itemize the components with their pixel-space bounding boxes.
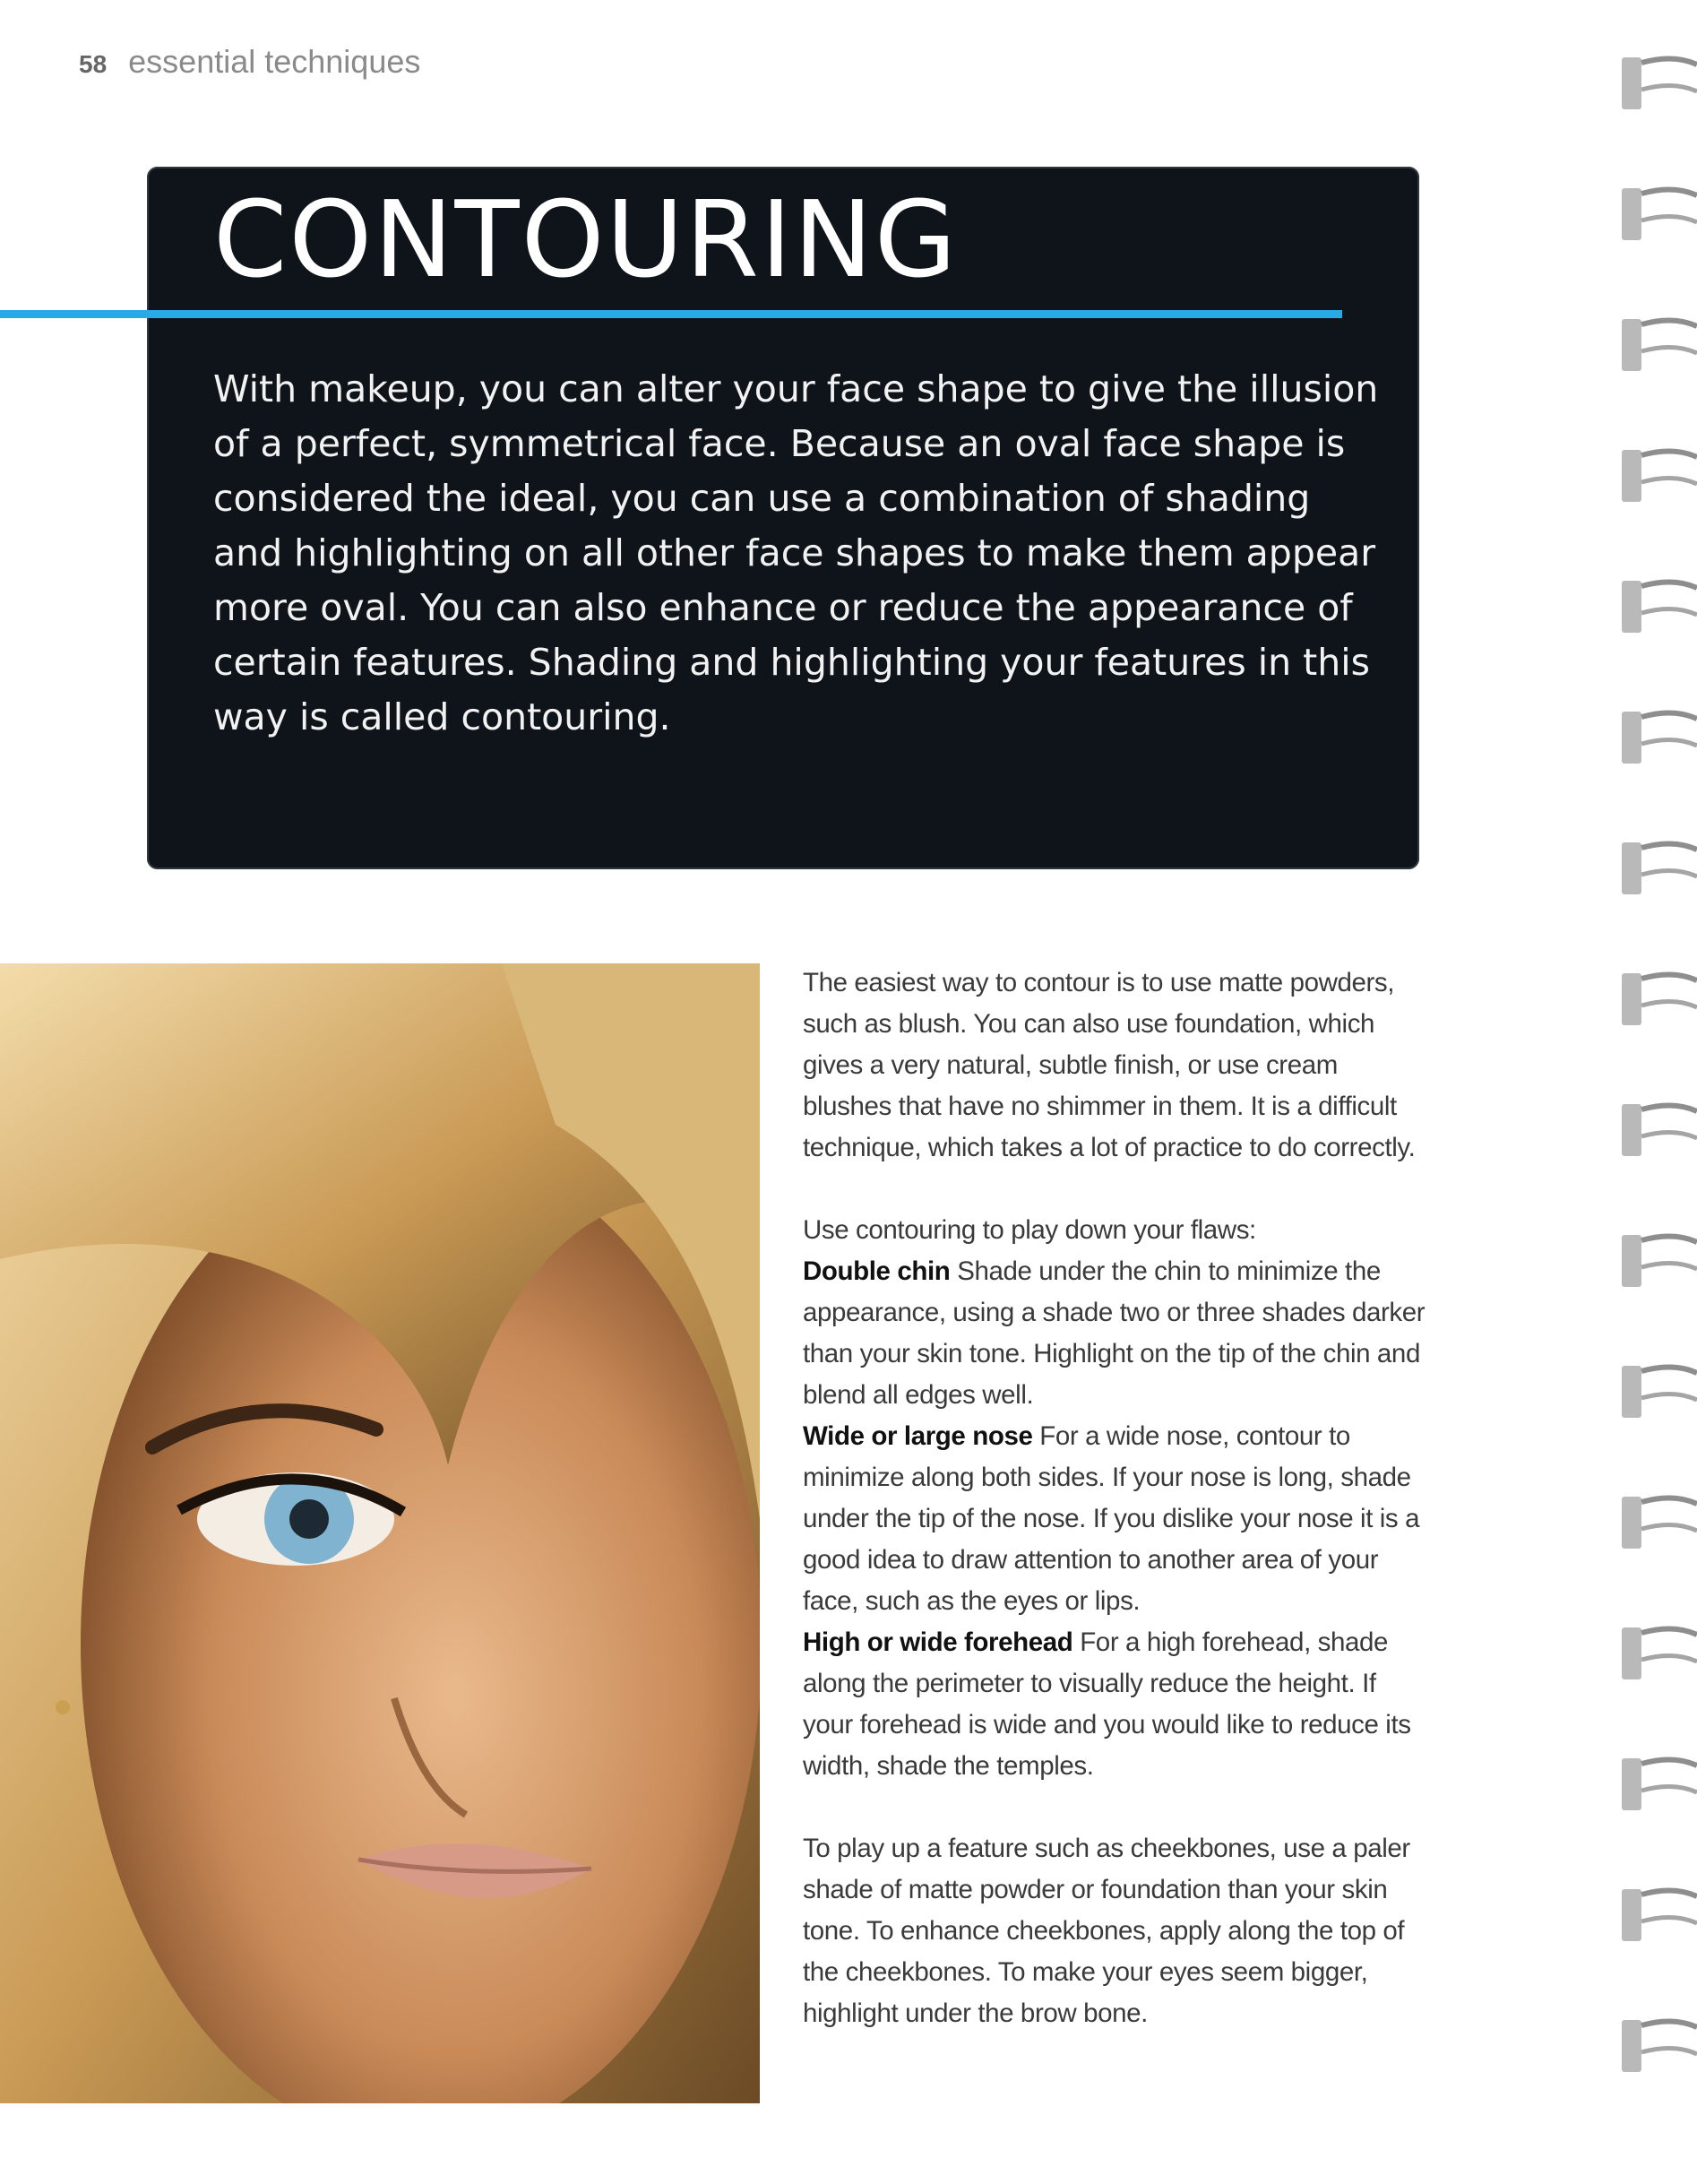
- binding-ring: [1622, 450, 1697, 502]
- body-text: [803, 963, 1430, 2076]
- model-face-photo: [0, 963, 760, 2103]
- paragraph: The easiest way to contour is to use matte powders, such as blush. You can also use foundation, which gives a very natural, subtle finish, or use cream blushes that have no shimmer in them. It is a difficult technique, which takes a lot of practice to do correctly.: [803, 968, 1416, 1162]
- binding-ring: [1622, 2020, 1697, 2072]
- tip-term: High or wide forehead: [803, 1627, 1073, 1657]
- running-head: [79, 43, 420, 81]
- tip-text: Shade under the chin to minimize the appearance, using a shade two or three shades darker than your skin tone. Highlight on the tip of the chin and blend all edges well.: [803, 1256, 1426, 1410]
- binding-ring: [1622, 842, 1697, 894]
- binding-ring: [1622, 712, 1697, 764]
- binding-ring: [1622, 1235, 1697, 1287]
- tip-text: For a high forehead, shade along the perimeter to visually reduce the height. If your forehead is wide and you would like to reduce its width, shade the temples.: [803, 1627, 1411, 1781]
- binding-ring: [1622, 1758, 1697, 1810]
- tip-double-chin: [803, 1251, 1430, 1416]
- tip-term: Double chin: [803, 1256, 951, 1286]
- binding-ring: [1622, 319, 1697, 371]
- tip-forehead: [803, 1622, 1430, 1787]
- tip-nose: [803, 1416, 1430, 1622]
- binding-ring: [1622, 1497, 1697, 1549]
- tip-text: For a wide nose, contour to minimize along both sides. If your nose is long, shade under the tip of the nose. If you dislike your nose it is a good idea to draw attention to another area of your face, such as the eyes or lips.: [803, 1421, 1420, 1616]
- tip-term: Wide or large nose: [803, 1421, 1033, 1451]
- paragraph: Use contouring to play down your flaws:: [803, 1215, 1256, 1245]
- binding-ring: [1622, 188, 1697, 240]
- paragraph: To play up a feature such as cheekbones, use a paler shade of matte powder or foundation than your skin tone. To enhance cheekbones, apply along the top of the cheekbones. To make your eyes seem bigger, highlight under the brow bone.: [803, 1834, 1410, 2028]
- face-illustration: [0, 963, 760, 2103]
- binding-ring: [1622, 57, 1697, 109]
- page-number: 58: [79, 50, 108, 78]
- binding-ring: [1622, 1366, 1697, 1418]
- accent-line: [0, 310, 1342, 318]
- binding-ring: [1622, 1889, 1697, 1941]
- spiral-binding: [1620, 0, 1697, 2184]
- intro-text: With makeup, you can alter your face shape to give the illusion of a perfect, symmetrical face. Because an oval face shape is considered the ideal, you can use a combination of shading and highlighting on all other face shapes to make them appear more oval. You can also enhance or reduce the appearance of certain features. Shading and highlighting your features in this way is called contouring.: [213, 367, 1379, 738]
- binding-ring: [1622, 1104, 1697, 1156]
- binding-ring: [1622, 1627, 1697, 1679]
- binding-ring: [1622, 973, 1697, 1025]
- binding-ring: [1622, 581, 1697, 633]
- page-title: CONTOURING: [213, 177, 959, 301]
- section-title: essential techniques: [128, 43, 421, 80]
